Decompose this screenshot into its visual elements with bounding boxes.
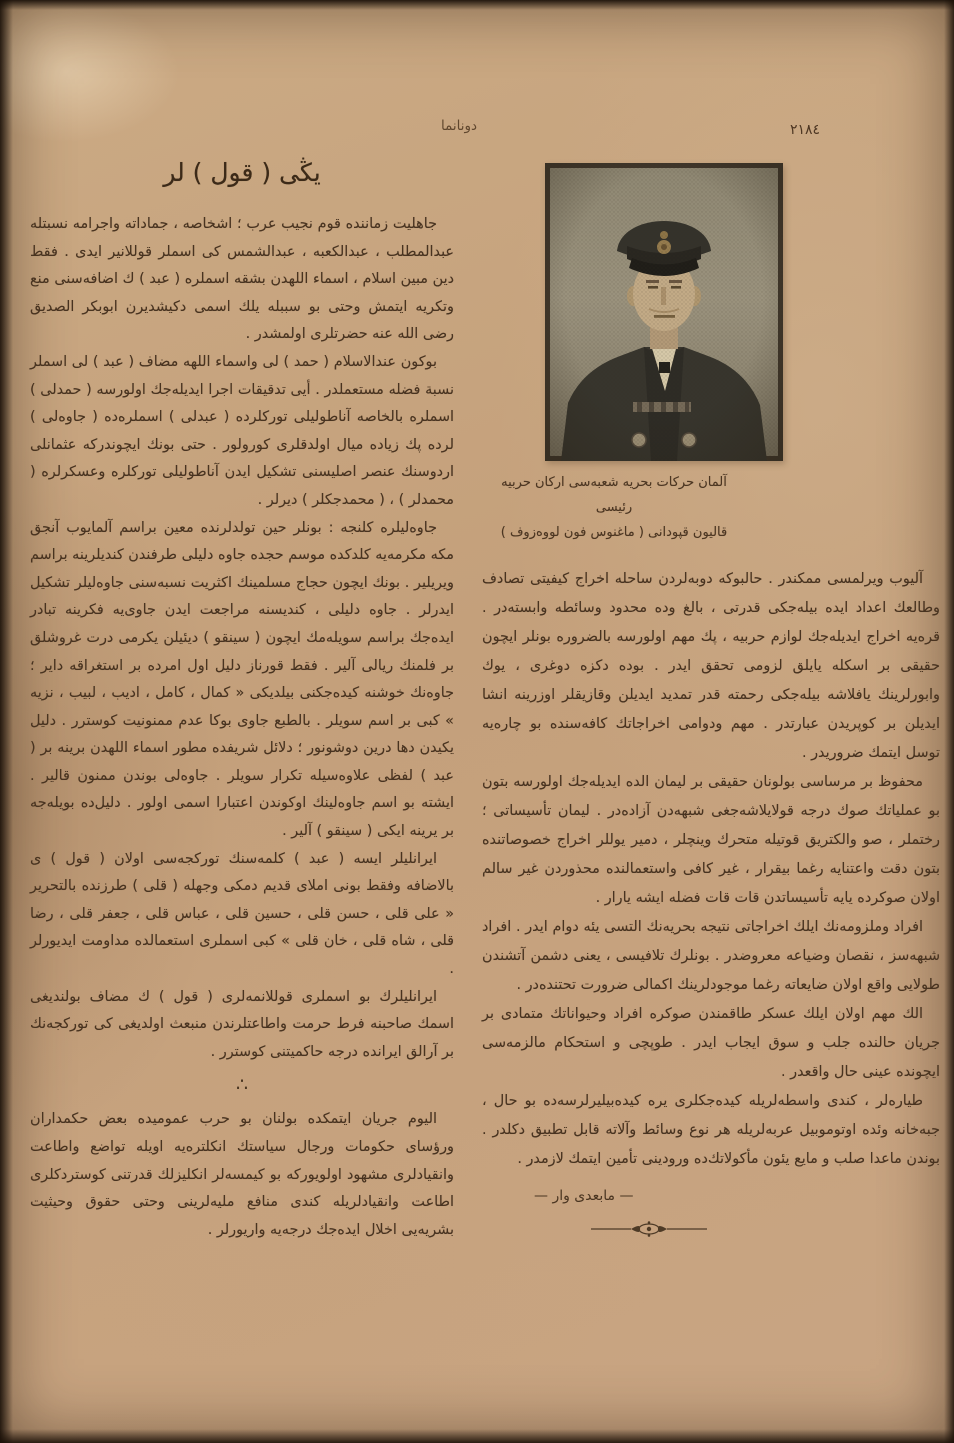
page-number: ٢١٨٤: [789, 122, 821, 138]
journal-title: دونانما: [440, 118, 478, 134]
paragraph: جاوه‌ليلره كلنجه : بونلر حين تولدلرنده معين براسم آلمايوب آنجق مكه مكرمه‌يه كلدكده موسم حجده جاوه دليلى طرفندن كنديلرينه براسم ويريلير . بونك ايچون حجاج مسلمينك اكثريت نسبه‌سنى جاوه‌ليلر تشكيل ايدرلر . جاوه دليلى ، كنديسنه مراجعت ايدن جاوى‌يه فكرينه تبادر ايده‌جك براسم سويله‌مك ايچون ( سينقو ) ديئيلن يكرمى درت غروشلق بر فلمنك ريالى آلير . فقط قورناز دليل اول امرده بر استغراقه داير ؛ جاوه‌نك خوشنه كيده‌جكنى بيلديكى « كمال ، كامل ، اديب ، لبيب ، نزيه » كبى بر اسم سويلر . بالطبع جاوى بوكا عدم ممنونيت كوسترر . دليل يكيدن دها درين دوشونور ؛ دلائل شريفده مطور اسماء اللهدن برينه بر ( عبد ) لفظى علاوه‌سيله تكرار سويلر . جاوه‌لى بوندن ممنون قالير . ايشته بو اسم جاوه‌لينك اوكوندن اعتبارا اسمى اولور . دليل‌ده بويله‌جه بر يرينه ايكى ( سينقو ) آلير .: [30, 519, 454, 840]
end-flourish-icon: [589, 1220, 709, 1238]
paragraph: بوكون عندالاسلام ( حمد ) لى واسماء اللهه مضاف ( عبد ) لى اسملر نسبة فضله مستعملدر . أيى تدقيقات اجرا ايديله‌جك اولورسه ( حمدلى ) اسملره بالخاصه آناطوليلى توركلرده ( عبدلى ) اسملره‌ده ( جاوه‌لى ) لرده پك زياده ميال اولدقلرى كورولور . حتى بونك ايچوندركه عثمانلى اردوسنك عنصر اصليسنى تشكيل ايدن آناطوليلى توركلره وعسكرلره ( محمدلر ) ، ( محمدجكلر ) ديرلر .: [30, 353, 454, 508]
paragraph: افراد وملزومه‌نك ايلك اخراجاتى نتيجه بحريه‌نك التسى يئه دوام ايدر . افراد شبهه‌سز ، نقصان وضياعه معروضدر . بونلرك تلافيسى ، يعنى دشمن آتشندن طولايى واقع اولان ضايعاته رغما موجودلرينك اكمالى ضرورت تحتنده‌در .: [482, 919, 940, 993]
right-column: [482, 150, 940, 1242]
photo-caption-line1: آلمان حركات بحريه شعبه‌سى اركان حربيه رئيسى: [501, 475, 727, 515]
photo-caption: [488, 470, 740, 545]
paragraph: طياره‌لر ، كندى واسطه‌لريله كيده‌جكلرى يره كيده‌بيليرلرسه‌ده بو حال ، جبه‌خانه وئده اوتوموبيل عربه‌لريله هر نوع وسائط وآلاته قابل تطبيق دكلدر . بوندن ماعدا صلب و مايع يئون مأكولاتك‌ده ورودينى تأمين ايتمك لازمدر .: [482, 1093, 940, 1167]
scan-edge-right: [944, 0, 954, 1443]
article-title: يڭى ( قول ) لر: [163, 158, 321, 187]
left-column: [30, 158, 454, 1244]
officer-portrait-photo: [545, 163, 783, 461]
to-be-continued: — مابعدى وار —: [534, 1188, 634, 1204]
photo-caption-line2: قاليون قپودانى ( ماغنوس فون لووه‌زوف ): [500, 525, 728, 540]
paragraph: الك مهم اولان ايلك عسكر طاقمندن صوكره افراد وحيواناتك متمادى بر جريان حالنده جلب و سوق ايجاب ايدر . طوپچى و استحكام مالزمه‌سى ايچونده عينى حال واقعدر .: [482, 1006, 940, 1080]
paragraph: محفوظ بر مرساسى بولونان حقيقى بر ليمان الده ايديله‌جك اولورسه بتون بو عملياتك صوك درجه قولايلاشه‌جغى شبهه‌دن آزاده‌در . ليمان تأسيساتى ؛ رختملر ، صو والكتريق قوتيله متحرك وينچلر ، دمير يوللر اخراج خصوصاتنده بتون دقت واعتنايه رغما بيقرار ، غير كافى واستعمالنده محذوردن غير سالم اولان صوكرده يايه تأسيساتدن قات قات فضله ايشه يارار .: [482, 774, 940, 906]
scan-edge-left: [0, 0, 13, 1443]
paragraph: آليوب ويرلمسى ممكندر . حالبوكه دوبه‌لردن ساحله اخراج كيفيتى تصادف وطالعك اعداد ايده بيله‌جكى قدرتى ، بالغ وده محدود وسائطه وابسته‌در . قره‌يه اخراج ايديله‌جك لوازم حربيه ، پك مهم اولورسه بالضروره بونلر ايچون حقيقى بر اسكله يايلق لزومى تحقق ايدر . بوده دكزه دوغرى ، يوك وابورلرينك يافلاشه بيله‌جكى رحمته قدر تمديد ايديلن وقازيقلر اوزرينه انشا ايديلن بر كوپريدن عبارتدر . مهم ودوامى اخراجاتك كافه‌سنده بو چاره‌يه توسل ايتمك ضروريدر .: [482, 571, 940, 761]
paragraph: جاهليت زماننده قوم نجيب عرب ؛ اشخاصه ، جماداته واجرامه نسبتله عبدالمطلب ، عبدالكعبه ، عبدالشمس كى اسملر قوللانير ايدى . فقط دين مبين اسلام ، اسماء اللهدن بشقه اسملره ( عبد ) ك اضافه‌سنى منع وتكريه ايتمش وحتى بو سببله يلك اسمى دكيشديرن ابوبكر الصديق رضى الله عنه حضرتلرى اولمشدر .: [30, 216, 454, 343]
paragraph: ايرانليلرك بو اسملرى قوللانمه‌لرى ( قول ) ك مضاف بولنديغى اسمك صاحبنه فرط حرمت واطاعتلرندن منبعث اولديغى كى توركجه‌نك بر آرالق ايرانده درجه حاكميتنى كوسترر .: [30, 988, 454, 1060]
scan-edge-bottom: [0, 1429, 954, 1443]
scan-edge-top: [0, 0, 954, 10]
asterism-divider: ∴: [235, 1074, 249, 1097]
officer-portrait-image: [545, 163, 783, 461]
right-column-text: [482, 565, 940, 1242]
paragraph: ايرانليلر ايسه ( عبد ) كلمه‌سنك توركجه‌سى اولان ( قول ) ى بالاضافه وفقط بونى املاى قديم دمكى وجهله ( قلى ) طرزنده بالتحرير « على قلى ، حسن قلى ، حسين قلى ، عباس قلى ، جعفر قلى ، رضا قلى ، شاه قلى ، خان قلى » كبى اسملرى استعمالده مداومت ايديورلر .: [30, 850, 454, 978]
paragraph: اليوم جريان ايتمكده بولنان بو حرب عموميده بعض حكمداران ورؤساى حكومات ورجال سياستك انكلتره‌يه اويله تواضع واطاعت وانقيادلرى مشهود اولويوركه بو كيمسه‌لر انكليزلك قدرتنى كوستردكلرى اطاعت وانقيادلريله كندى منافع مليه‌لرينى وحتى حقوق وحيثيت بشريه‌يى اخلال ايده‌جك درجه‌يه واريورلر .: [30, 1111, 454, 1238]
end-ornament-row: [482, 1220, 940, 1242]
